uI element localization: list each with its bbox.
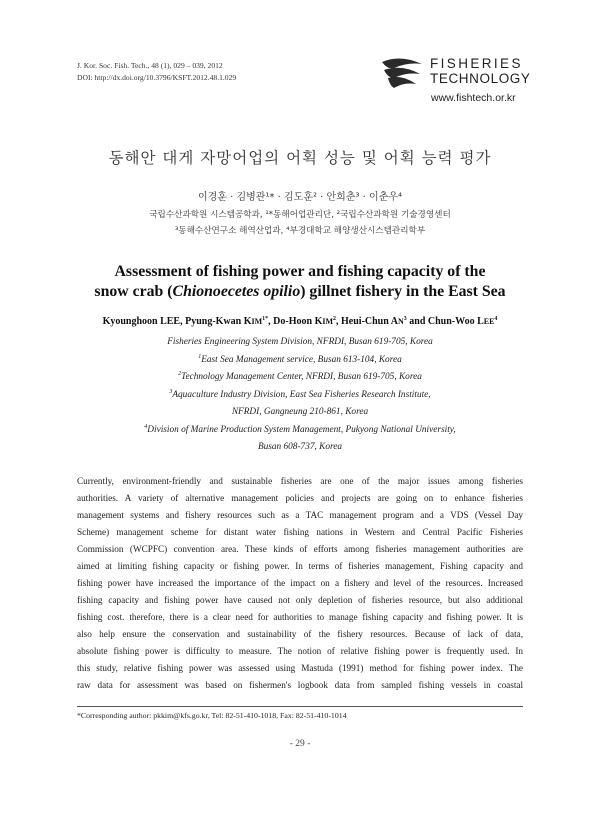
affiliation-line: NFRDI, Gangneung 210-861, Korea xyxy=(231,407,369,417)
abstract-line: Commission (WCPFC) convention area. These kinds of efforts among fisheries management authorities are xyxy=(77,544,523,554)
abstract-line: also help ensure the conservation and sustainability of the fishery resources. Because of lack of data, xyxy=(77,629,523,639)
abstract-line: fishing cost. therefore, there is a clear need for authorities to manage fishing capacity and fishing power. It is xyxy=(77,612,523,622)
affiliation-line: Busan 608-737, Korea xyxy=(257,442,343,452)
abstract xyxy=(77,473,523,694)
abstract-line: absolute fishing power is difficulty to measure. The notion of relative fishing power is frequently used. In xyxy=(77,646,523,656)
english-title xyxy=(0,262,600,302)
journal-url[interactable]: www.fishtech.or.kr xyxy=(431,92,516,104)
affiliation-line: $^1$East Sea Management service, Busan 613-104, Korea xyxy=(198,353,402,365)
logo-fisheries: FISHERIES xyxy=(430,56,523,71)
affiliation-line: $^2$Technology Management Center, NFRDI, Busan 619-705, Korea xyxy=(178,371,422,382)
abstract-line: this study, relative fishing power was assessed using Mastuda (1991) method for fishing power index. The xyxy=(77,663,523,673)
footnote-divider xyxy=(77,706,523,707)
fish-logo-icon xyxy=(380,56,424,90)
corresponding-author-footnote: *Corresponding author: pkkim@kfs.go.kr, Tel: 82-51-410-1018, Fax: 82-51-410-1014 xyxy=(77,711,347,720)
korean-title: 동해안 대게 자망어업의 어획 성능 및 어획 능력 평가 xyxy=(108,149,492,167)
affiliation-line: $^4$Division of Marine Production System Management, Pukyong National University, xyxy=(144,423,456,435)
abstract-line: fishing capacity and fishing power have caused not only depletion of fisheries resource, but also additional xyxy=(77,595,523,605)
affiliation-line: $^3$Aquaculture Industry Division, East Sea Fisheries Research Institute, xyxy=(169,388,431,400)
english-affiliations xyxy=(0,334,600,457)
species-name: Chionoecetes opilio xyxy=(172,283,301,300)
korean-affiliation-line2: ³동해수산연구소 해역산업과, ⁴부경대학교 해양생산시스템관리학부 xyxy=(174,226,426,236)
korean-authors: 이경훈 · 김병관¹* · 김도훈² · 안희춘³ · 이춘우⁴ xyxy=(197,192,403,203)
journal-logo xyxy=(380,54,530,106)
doi-line: DOI: http://dx.doi.org/10.3796/KSFT.2012.48.1.029 xyxy=(77,73,237,82)
page-number: - 29 - xyxy=(289,739,311,749)
english-title-line1: Assessment of fishing power and fishing capacity of the xyxy=(114,263,486,280)
english-title-line2: snow crab (Chionoecetes opilio) gillnet fishery in the East Sea xyxy=(94,283,506,300)
korean-affiliation-line1: 국립수산과학원 시스템공학과, ¹*동해어업관리단, ²국립수산과학원 기술경영센터 xyxy=(149,210,451,220)
abstract-line: Scheme) management scheme for distant water fishing nations in Western and Central Pacific Fisheries xyxy=(77,527,523,537)
journal-citation: J. Kor. Soc. Fish. Tech., 48 (1), 029 – 039, 2012 xyxy=(77,61,223,70)
abstract-line: fishing power have increased the importance of the impact on a fishery and level of the resources. Increased xyxy=(77,578,523,588)
abstract-line: authorities. A variety of alternative management policies and projects are going on to enhance fisheries xyxy=(77,493,523,503)
affiliation-line: Fisheries Engineering System Division, NFRDI, Busan 619-705, Korea xyxy=(167,337,433,347)
abstract-line: Currently, environment-friendly and sustainable fisheries are one of the major issues among fisheries xyxy=(77,476,523,486)
abstract-line: management systems and fishery resources such as a TAC management program and a VDS (Vessel Day xyxy=(77,510,523,520)
journal-header xyxy=(77,60,236,84)
abstract-line: raw data for assessment was based on fishermen's logbook data from sampled fishing vessels in coastal xyxy=(77,680,523,690)
english-authors: Kyounghoon LEE, Pyung-Kwan $KIM^{1*}$, Do-Hoon KIM$^2$, Heui-Chun $AN^3$ and Chun-Woo LEE$^4$ xyxy=(102,316,498,327)
logo-technology: TECHNOLOGY xyxy=(430,71,531,86)
abstract-line: aimed at limiting fishing capacity or fishing power. In terms of fisheries management, Fishing capacity and xyxy=(77,561,523,571)
